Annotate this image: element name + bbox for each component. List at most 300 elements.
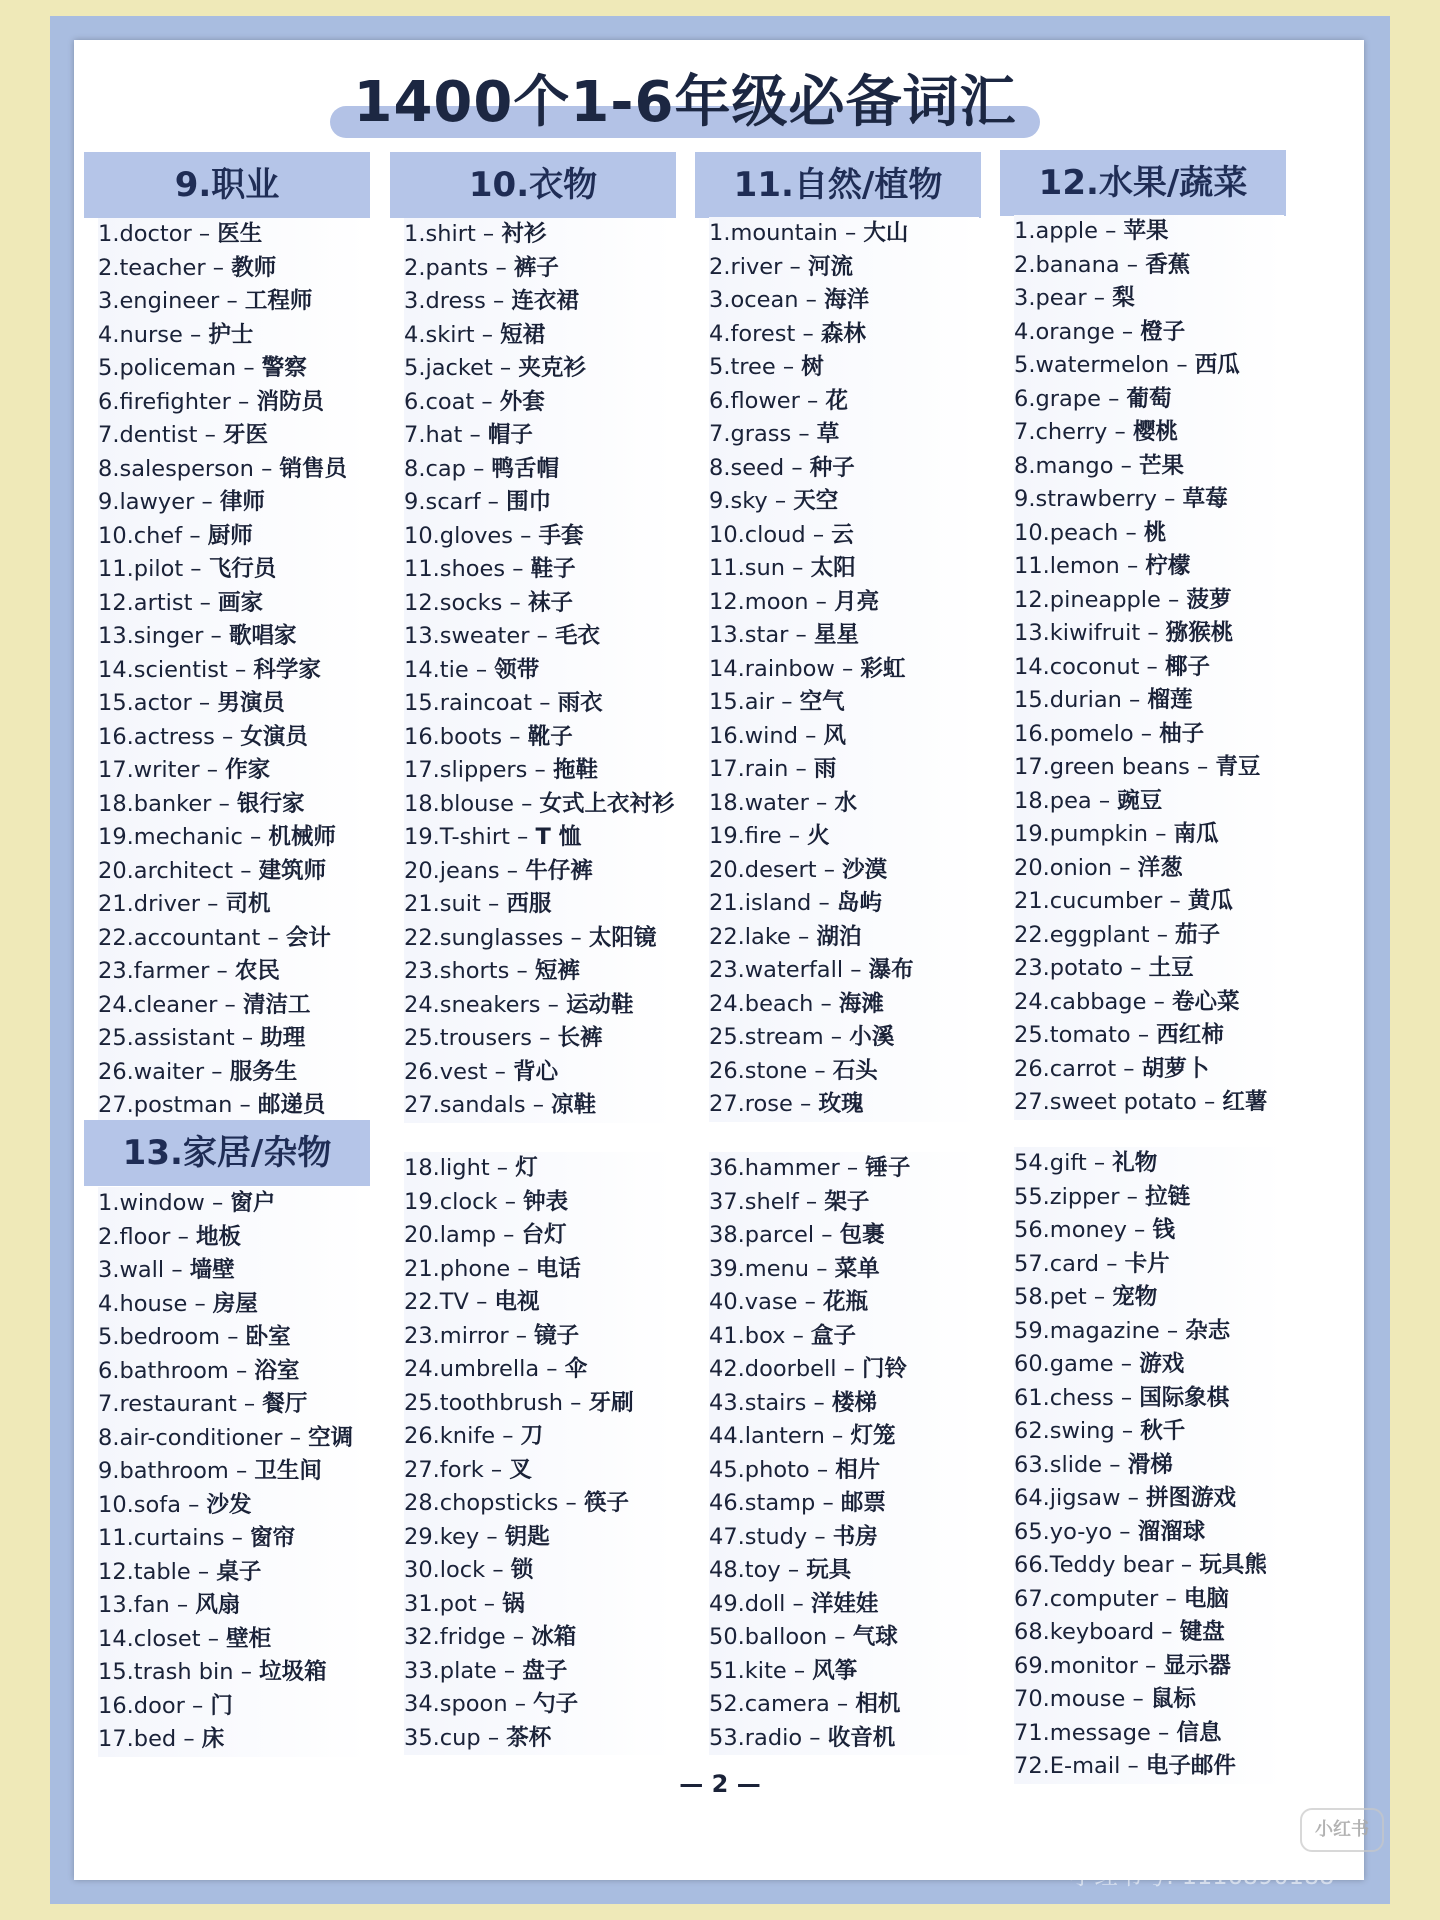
word-list-home-2	[404, 1152, 674, 1755]
vocab-item: 55.zipper – 拉链	[1014, 1181, 1284, 1215]
vocab-chinese: 玫瑰	[818, 1091, 864, 1117]
vocab-item: 47.study – 书房	[709, 1521, 979, 1555]
vocab-english: 24.beach	[709, 990, 814, 1017]
vocab-item: 20.architect – 建筑师	[98, 855, 368, 889]
vocab-english: 27.fork	[404, 1456, 484, 1483]
vocab-english: 21.island	[709, 890, 812, 916]
vocab-item: 39.menu – 菜单	[709, 1253, 979, 1287]
vocab-item: 26.stone – 石头	[709, 1055, 979, 1089]
vocab-item: 2.floor – 地板	[98, 1221, 368, 1255]
vocab-item: 15.trash bin – 垃圾箱	[98, 1656, 368, 1690]
vocab-english: 14.coconut	[1014, 653, 1140, 680]
vocab-item: 18.pea – 豌豆	[1014, 785, 1284, 819]
vocab-item: 12.moon – 月亮	[709, 586, 979, 620]
vocab-chinese: 清洁工	[242, 991, 311, 1018]
vocab-english: 15.air	[709, 689, 775, 715]
vocab-english: 54.gift	[1014, 1150, 1087, 1176]
vocab-chinese: 拉链	[1145, 1183, 1191, 1210]
vocab-item: 15.air – 空气	[709, 686, 979, 720]
vocab-item: 1.window – 窗户	[98, 1187, 368, 1221]
vocab-chinese: 牛仔裤	[525, 857, 593, 884]
title-area	[330, 62, 1040, 144]
vocab-item: 11.sun – 太阳	[709, 552, 979, 586]
vocab-english: 1.apple	[1014, 218, 1098, 244]
vocab-chinese: 小溪	[849, 1024, 895, 1050]
vocab-item: 71.message – 信息	[1014, 1717, 1284, 1751]
vocab-english: 16.wind	[709, 722, 798, 749]
vocab-chinese: 卡片	[1124, 1250, 1170, 1277]
vocab-item: 14.closet – 壁柜	[98, 1623, 368, 1657]
vocab-item: 17.slippers – 拖鞋	[404, 754, 674, 788]
vocab-chinese: 西服	[506, 891, 552, 917]
word-list-home-4	[1014, 1147, 1284, 1784]
vocab-item: 46.stamp – 邮票	[709, 1487, 979, 1521]
vocab-english: 21.suit	[404, 891, 481, 917]
vocab-english: 20.lamp	[404, 1222, 497, 1248]
vocab-chinese: 国际象棋	[1139, 1384, 1230, 1411]
vocab-english: 70.mouse	[1014, 1686, 1126, 1712]
vocab-chinese: 岛屿	[836, 890, 882, 916]
watermark-logo: 小红书	[1300, 1808, 1384, 1852]
vocab-english: 16.door	[98, 1692, 185, 1719]
vocab-item: 4.forest – 森林	[709, 318, 979, 352]
vocab-item: 13.star – 星星	[709, 619, 979, 653]
vocab-chinese: 天空	[793, 488, 839, 514]
vocab-english: 41.box	[709, 1322, 786, 1349]
vocab-item: 21.suit – 西服	[404, 888, 674, 922]
vocab-item: 20.desert – 沙漠	[709, 854, 979, 888]
vocab-english: 4.forest	[709, 320, 796, 347]
vocab-item: 40.vase – 花瓶	[709, 1286, 979, 1320]
vocab-english: 14.tie	[404, 656, 469, 683]
vocab-item: 18.light – 灯	[404, 1152, 674, 1186]
vocab-chinese: 礼物	[1112, 1150, 1158, 1176]
vocab-chinese: 胡萝卜	[1141, 1055, 1210, 1082]
vocab-chinese: 雨	[813, 756, 837, 782]
section-header-jobs: 9.职业	[84, 152, 370, 218]
vocab-item: 22.lake – 湖泊	[709, 921, 979, 955]
vocab-chinese: 地板	[195, 1223, 241, 1250]
vocab-english: 60.game	[1014, 1351, 1114, 1377]
vocab-item: 63.slide – 滑梯	[1014, 1449, 1284, 1483]
vocab-english: 39.menu	[709, 1255, 810, 1282]
vocab-chinese: 信息	[1176, 1719, 1222, 1746]
vocab-chinese: 芒果	[1139, 452, 1185, 479]
vocab-chinese: 猕猴桃	[1165, 620, 1234, 646]
vocab-chinese: 菠萝	[1186, 586, 1232, 613]
vocab-item: 11.lemon – 柠檬	[1014, 550, 1284, 584]
vocab-chinese: 领带	[494, 656, 540, 683]
vocab-english: 63.slide	[1014, 1451, 1103, 1478]
vocab-item: 23.potato – 土豆	[1014, 952, 1284, 986]
vocab-english: 50.balloon	[709, 1624, 828, 1650]
vocab-chinese: 显示器	[1163, 1652, 1231, 1679]
vocab-english: 1.window	[98, 1190, 205, 1216]
vocab-chinese: 灯笼	[850, 1423, 896, 1449]
vocab-chinese: 司机	[225, 891, 271, 917]
vocab-english: 11.pilot	[98, 556, 184, 582]
vocab-item: 24.sneakers – 运动鞋	[404, 989, 674, 1023]
vocab-english: 3.pear	[1014, 285, 1087, 311]
vocab-item: 7.cherry – 樱桃	[1014, 416, 1284, 450]
vocab-chinese: 包裹	[839, 1222, 885, 1248]
vocab-chinese: 垃圾箱	[259, 1659, 327, 1685]
vocab-chinese: 助理	[260, 1025, 306, 1051]
vocab-english: 27.sweet potato	[1014, 1089, 1197, 1115]
vocab-english: 5.jacket	[404, 355, 493, 381]
vocab-chinese: 餐厅	[262, 1391, 308, 1417]
vocab-item: 38.parcel – 包裹	[709, 1219, 979, 1253]
vocab-item: 23.waterfall – 瀑布	[709, 954, 979, 988]
vocab-item: 24.umbrella – 伞	[404, 1353, 674, 1387]
word-list-home-3	[709, 1152, 979, 1755]
vocab-english: 26.carrot	[1014, 1055, 1117, 1082]
vocab-item: 27.rose – 玫瑰	[709, 1088, 979, 1122]
vocab-english: 5.tree	[709, 354, 776, 380]
vocab-english: 12.table	[98, 1558, 191, 1585]
vocab-english: 11.shoes	[404, 556, 506, 582]
vocab-chinese: 卷心菜	[1171, 988, 1240, 1015]
vocab-item: 11.pilot – 飞行员	[98, 553, 368, 587]
vocab-english: 14.closet	[98, 1625, 201, 1652]
vocab-english: 72.E-mail	[1014, 1753, 1121, 1779]
vocab-chinese: 服务生	[229, 1058, 298, 1085]
vocab-chinese: 草莓	[1182, 486, 1228, 512]
vocab-english: 25.assistant	[98, 1025, 235, 1051]
vocab-chinese: 卧室	[245, 1324, 291, 1350]
vocab-item: 19.T-shirt – T 恤	[404, 821, 674, 855]
vocab-chinese: 教师	[231, 254, 277, 281]
vocab-item: 18.banker – 银行家	[98, 788, 368, 822]
vocab-english: 21.phone	[404, 1255, 511, 1282]
vocab-english: 26.vest	[404, 1058, 488, 1085]
vocab-chinese: 壁柜	[226, 1625, 272, 1652]
section-header-home: 13.家居/杂物	[84, 1120, 370, 1186]
vocab-item: 2.teacher – 教师	[98, 252, 368, 286]
vocab-chinese: 护士	[208, 321, 254, 348]
vocab-item: 32.fridge – 冰箱	[404, 1621, 674, 1655]
vocab-english: 25.tomato	[1014, 1022, 1131, 1048]
vocab-english: 17.slippers	[404, 757, 528, 783]
vocab-item: 26.waiter – 服务生	[98, 1056, 368, 1090]
vocab-chinese: 钟表	[523, 1188, 569, 1215]
vocab-english: 67.computer	[1014, 1585, 1159, 1612]
vocab-chinese: 男演员	[217, 690, 285, 716]
vocab-item: 64.jigsaw – 拼图游戏	[1014, 1482, 1284, 1516]
vocab-item: 4.nurse – 护士	[98, 319, 368, 353]
vocab-item: 17.writer – 作家	[98, 754, 368, 788]
vocab-item: 57.card – 卡片	[1014, 1248, 1284, 1282]
vocab-item: 45.photo – 相片	[709, 1454, 979, 1488]
vocab-english: 8.seed	[709, 454, 785, 481]
vocab-english: 20.jeans	[404, 857, 500, 884]
vocab-english: 64.jigsaw	[1014, 1485, 1121, 1511]
vocab-chinese: 镜子	[534, 1322, 580, 1349]
vocab-item: 10.gloves – 手套	[404, 520, 674, 554]
vocab-chinese: 樱桃	[1132, 419, 1178, 445]
vocab-chinese: 长裤	[557, 1025, 603, 1051]
vocab-chinese: 游戏	[1139, 1351, 1185, 1377]
vocab-english: 22.lake	[709, 923, 791, 950]
vocab-item: 8.cap – 鸭舌帽	[404, 453, 674, 487]
vocab-chinese: 医生	[217, 221, 263, 247]
vocab-item: 10.chef – 厨师	[98, 520, 368, 554]
vocab-chinese: 帽子	[487, 422, 533, 448]
vocab-english: 51.kite	[709, 1657, 787, 1684]
vocab-chinese: 锁	[510, 1557, 534, 1583]
vocab-chinese: 手套	[538, 522, 584, 549]
vocab-item: 28.chopsticks – 筷子	[404, 1487, 674, 1521]
vocab-chinese: 草	[816, 421, 840, 447]
vocab-chinese: 盘子	[522, 1657, 568, 1684]
vocab-item: 8.seed – 种子	[709, 452, 979, 486]
vocab-chinese: 筷子	[583, 1490, 629, 1516]
vocab-chinese: 伞	[564, 1356, 588, 1382]
vocab-english: 61.chess	[1014, 1384, 1114, 1411]
vocab-chinese: 月亮	[834, 588, 880, 615]
vocab-item: 20.lamp – 台灯	[404, 1219, 674, 1253]
vocab-english: 18.water	[709, 789, 809, 816]
vocab-chinese: 凉鞋	[551, 1092, 597, 1118]
vocab-item: 16.actress – 女演员	[98, 721, 368, 755]
vocab-item: 16.wind – 风	[709, 720, 979, 754]
vocab-item: 36.hammer – 锤子	[709, 1152, 979, 1186]
vocab-english: 2.pants	[404, 254, 489, 281]
vocab-item: 17.green beans – 青豆	[1014, 751, 1284, 785]
vocab-item: 42.doorbell – 门铃	[709, 1353, 979, 1387]
vocab-chinese: 律师	[219, 489, 265, 515]
vocab-chinese: 花	[825, 387, 848, 414]
vocab-chinese: 门铃	[862, 1356, 908, 1382]
vocab-chinese: 女式上衣衬衫	[539, 790, 674, 817]
vocab-item: 10.cloud – 云	[709, 519, 979, 553]
vocab-chinese: 湖泊	[816, 923, 862, 950]
vocab-english: 4.orange	[1014, 318, 1115, 345]
vocab-english: 3.ocean	[709, 287, 799, 313]
vocab-chinese: 沙发	[206, 1491, 252, 1518]
vocab-english: 16.actress	[98, 723, 215, 750]
vocab-english: 7.grass	[709, 421, 792, 447]
vocab-item: 8.salesperson – 销售员	[98, 453, 368, 487]
vocab-item: 27.sweet potato – 红薯	[1014, 1086, 1284, 1120]
vocab-item: 5.tree – 树	[709, 351, 979, 385]
vocab-chinese: 运动鞋	[566, 991, 634, 1018]
vocab-item: 66.Teddy bear – 玩具熊	[1014, 1549, 1284, 1583]
vocab-item: 52.camera – 相机	[709, 1688, 979, 1722]
vocab-chinese: 火	[807, 823, 830, 849]
vocab-chinese: 背心	[513, 1058, 559, 1085]
vocab-english: 12.artist	[98, 589, 193, 616]
vocab-chinese: 花瓶	[823, 1289, 869, 1315]
vocab-item: 15.actor – 男演员	[98, 687, 368, 721]
vocab-chinese: 窗户	[230, 1190, 276, 1216]
vocab-english: 23.farmer	[98, 958, 210, 984]
vocab-chinese: 销售员	[279, 455, 347, 482]
vocab-item: 69.monitor – 显示器	[1014, 1650, 1284, 1684]
vocab-chinese: 土豆	[1148, 955, 1194, 981]
vocab-english: 10.gloves	[404, 522, 513, 549]
vocab-english: 9.sky	[709, 488, 768, 514]
vocab-chinese: 勺子	[533, 1691, 579, 1717]
vocab-item: 60.game – 游戏	[1014, 1348, 1284, 1382]
vocab-item: 10.sofa – 沙发	[98, 1489, 368, 1523]
vocab-item: 12.socks – 袜子	[404, 587, 674, 621]
vocab-item: 49.doll – 洋娃娃	[709, 1588, 979, 1622]
vocab-chinese: 牙刷	[588, 1389, 634, 1416]
vocab-chinese: 女演员	[240, 723, 308, 750]
vocab-english: 2.teacher	[98, 254, 206, 281]
vocab-english: 32.fridge	[404, 1624, 506, 1650]
vocab-english: 25.trousers	[404, 1025, 532, 1051]
vocab-item: 7.hat – 帽子	[404, 419, 674, 453]
vocab-english: 6.grape	[1014, 385, 1101, 412]
vocab-item: 68.keyboard – 键盘	[1014, 1616, 1284, 1650]
vocab-english: 36.hammer	[709, 1155, 840, 1181]
vocab-chinese: 茶杯	[506, 1724, 552, 1751]
vocab-item: 61.chess – 国际象棋	[1014, 1382, 1284, 1416]
vocab-english: 7.cherry	[1014, 419, 1108, 445]
vocab-item: 67.computer – 电脑	[1014, 1583, 1284, 1617]
vocab-english: 44.lantern	[709, 1423, 825, 1449]
vocab-chinese: 歌唱家	[228, 623, 297, 649]
vocab-chinese: 浴室	[254, 1357, 300, 1384]
vocab-english: 16.boots	[404, 723, 503, 750]
vocab-item: 65.yo-yo – 溜溜球	[1014, 1516, 1284, 1550]
vocab-item: 13.singer – 歌唱家	[98, 620, 368, 654]
vocab-chinese: 溜溜球	[1137, 1518, 1206, 1545]
vocab-chinese: 科学家	[253, 656, 321, 683]
vocab-item: 17.bed – 床	[98, 1723, 368, 1757]
vocab-item: 16.pomelo – 柚子	[1014, 718, 1284, 752]
vocab-item: 5.bedroom – 卧室	[98, 1321, 368, 1355]
vocab-english: 52.camera	[709, 1691, 830, 1717]
vocab-item: 62.swing – 秋千	[1014, 1415, 1284, 1449]
vocab-item: 51.kite – 风筝	[709, 1655, 979, 1689]
vocab-chinese: 气球	[852, 1624, 898, 1650]
vocab-item: 27.postman – 邮递员	[98, 1089, 368, 1123]
vocab-english: 17.bed	[98, 1726, 177, 1752]
vocab-chinese: 台灯	[521, 1222, 567, 1248]
vocab-item: 2.banana – 香蕉	[1014, 249, 1284, 283]
vocab-item: 6.coat – 外套	[404, 386, 674, 420]
vocab-item: 20.onion – 洋葱	[1014, 852, 1284, 886]
vocab-item: 13.sweater – 毛衣	[404, 620, 674, 654]
vocab-chinese: 鼠标	[1150, 1686, 1196, 1712]
vocab-chinese: 风扇	[195, 1592, 241, 1618]
vocab-chinese: 柚子	[1159, 720, 1205, 747]
vocab-chinese: 电视	[494, 1289, 540, 1315]
vocab-chinese: 沙漠	[842, 856, 888, 883]
vocab-english: 12.socks	[404, 589, 503, 616]
vocab-english: 14.scientist	[98, 656, 228, 683]
vocab-english: 6.bathroom	[98, 1357, 229, 1384]
vocab-english: 29.key	[404, 1523, 480, 1550]
vocab-english: 2.river	[709, 253, 783, 280]
vocab-item: 4.skirt – 短裙	[404, 319, 674, 353]
vocab-chinese: 河流	[807, 253, 853, 280]
vocab-chinese: 桌子	[216, 1558, 262, 1585]
word-list-fruits	[1014, 215, 1284, 1120]
vocab-english: 1.shirt	[404, 221, 476, 247]
vocab-chinese: 西瓜	[1194, 352, 1240, 378]
vocab-item: 1.shirt – 衬衫	[404, 218, 674, 252]
vocab-chinese: 卫生间	[254, 1458, 322, 1484]
vocab-english: 11.curtains	[98, 1525, 225, 1551]
vocab-english: 24.sneakers	[404, 991, 541, 1018]
vocab-chinese: 连衣裙	[511, 288, 579, 314]
vocab-item: 25.toothbrush – 牙刷	[404, 1387, 674, 1421]
vocab-chinese: 门	[210, 1692, 233, 1719]
vocab-item: 50.balloon – 气球	[709, 1621, 979, 1655]
vocab-english: 56.money	[1014, 1217, 1127, 1243]
vocab-chinese: 裤子	[513, 254, 559, 281]
vocab-chinese: 盒子	[811, 1322, 857, 1349]
vocab-english: 9.scarf	[404, 489, 481, 515]
vocab-item: 54.gift – 礼物	[1014, 1147, 1284, 1181]
vocab-item: 23.shorts – 短裤	[404, 955, 674, 989]
vocab-item: 9.scarf – 围巾	[404, 486, 674, 520]
vocab-item: 12.table – 桌子	[98, 1556, 368, 1590]
vocab-english: 22.sunglasses	[404, 924, 564, 951]
vocab-english: 18.banker	[98, 790, 212, 817]
watermark-text: 小红书号: 1116890188	[1070, 1862, 1335, 1890]
vocab-item: 4.orange – 橙子	[1014, 316, 1284, 350]
vocab-english: 68.keyboard	[1014, 1619, 1155, 1645]
vocab-chinese: 瀑布	[868, 957, 914, 983]
vocab-english: 19.T-shirt	[404, 824, 510, 850]
vocab-english: 12.moon	[709, 588, 809, 615]
vocab-item: 29.key – 钥匙	[404, 1521, 674, 1555]
vocab-item: 43.stairs – 楼梯	[709, 1387, 979, 1421]
vocab-chinese: 太阳	[810, 555, 856, 581]
vocab-item: 19.fire – 火	[709, 820, 979, 854]
vocab-item: 15.raincoat – 雨衣	[404, 687, 674, 721]
vocab-english: 26.waiter	[98, 1058, 205, 1085]
word-list-home-1	[98, 1187, 368, 1757]
vocab-english: 20.architect	[98, 857, 234, 884]
vocab-chinese: 梨	[1112, 285, 1135, 311]
vocab-item: 25.trousers – 长裤	[404, 1022, 674, 1056]
vocab-item: 70.mouse – 鼠标	[1014, 1683, 1284, 1717]
vocab-chinese: 牙医	[223, 422, 269, 448]
vocab-item: 72.E-mail – 电子邮件	[1014, 1750, 1284, 1784]
vocab-english: 17.rain	[709, 756, 789, 782]
vocab-chinese: 短裤	[534, 958, 580, 984]
vocab-english: 45.photo	[709, 1456, 810, 1483]
vocab-english: 30.lock	[404, 1557, 486, 1583]
vocab-english: 28.chopsticks	[404, 1490, 559, 1516]
vocab-english: 21.driver	[98, 891, 200, 917]
vocab-chinese: 短裙	[500, 321, 546, 348]
vocab-item: 5.policeman – 警察	[98, 352, 368, 386]
section-header-nature: 11.自然/植物	[695, 152, 981, 218]
vocab-chinese: 钥匙	[504, 1523, 550, 1550]
vocab-item: 23.mirror – 镜子	[404, 1320, 674, 1354]
vocab-chinese: 农民	[234, 958, 280, 984]
vocab-english: 37.shelf	[709, 1188, 799, 1215]
vocab-item: 1.mountain – 大山	[709, 217, 979, 251]
vocab-english: 19.mechanic	[98, 824, 243, 850]
vocab-item: 9.strawberry – 草莓	[1014, 483, 1284, 517]
vocab-chinese: 青豆	[1215, 754, 1261, 780]
vocab-chinese: 床	[201, 1726, 225, 1752]
vocab-item: 21.cucumber – 黄瓜	[1014, 885, 1284, 919]
vocab-english: 2.banana	[1014, 251, 1120, 278]
vocab-item: 30.lock – 锁	[404, 1554, 674, 1588]
vocab-chinese: 作家	[225, 757, 271, 783]
vocab-chinese: 鸭舌帽	[491, 455, 559, 482]
vocab-english: 10.sofa	[98, 1491, 181, 1518]
